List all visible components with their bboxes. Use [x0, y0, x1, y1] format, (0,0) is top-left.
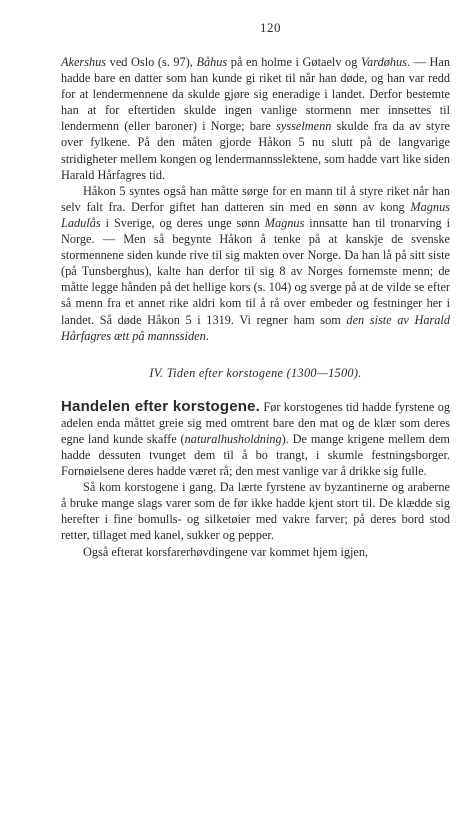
body-paragraph: [61, 54, 450, 183]
text-run: i Sverige, og deres unge sønn: [100, 215, 265, 230]
text-run: Håkon 5 syntes også han måtte sørge for en mann til å styre riket når han selv falt fra. Derfor giftet han datteren sin med en sønn av kong: [61, 183, 450, 214]
body-paragraph: [61, 183, 450, 344]
text-run: .: [205, 328, 209, 343]
text-run: ). De mange krigene mellem dem hadde dessuten tvunget dem til å bo trangt, i skumle festningsborger. Fornøielsene deres hadde været rå; den mest vanlige var å drikke sig fulle.: [61, 431, 450, 479]
emphasized-text: Båhus: [196, 55, 228, 69]
emphasized-text: Magnus: [264, 215, 305, 230]
emphasized-text: Vardøhus: [360, 55, 407, 69]
text-block-1: [61, 54, 450, 344]
subsection-heading: Handelen efter korstogene.: [61, 397, 261, 415]
text-run: ved Oslo (s. 97),: [106, 55, 197, 69]
section-paragraph: [61, 479, 450, 543]
section-paragraph: [61, 544, 450, 560]
emphasized-text: Magnus Ladulås: [61, 199, 450, 230]
text-run: Også efterat korsfarerhøvdingene var kommet hjem igjen,: [83, 544, 369, 559]
emphasized-text: den siste av Harald Hårfagres ætt på mannssiden: [61, 312, 450, 343]
text-run: innsatte han til tronarving i Norge. — Men så begynte Håkon å tenke på at kanskje de svenske stormennene siden kunde rive til sig makten over Norge. Da han lå på sitt siste (på Tunsberghus), kalte han derfor til sig 8 av Norges fornemste menn; de måtte legge hånden på det hellige kors (s. 104) og sverge på at de vilde se efter så menn fra et annet rike aldri kom til å rå over embeder og festninger her i landet. Så døde Håkon 5 i 1319. Vi regner ham som: [61, 215, 451, 327]
emphasized-text: naturalhusholdning: [184, 431, 282, 446]
text-run: Så kom korstogene i gang. Da lærte fyrstene av byzantinerne og araberne å bruke mange slags varer som de før ikke hadde kjent stort til. De klædde sig herefter i fine bomulls- og silketøier med vakre farver; på deres bord stod retter, tillaget med kanel, sukker og pepper.: [61, 480, 450, 543]
section-title: IV. Tiden efter korstogene (1300—1500).: [149, 365, 362, 380]
text-run: . — Han hadde bare en datter som han kunde gi riket til når han døde, og han var redd for at lendermennene da skulde gjøre sig eneradige i landet. Derfor bestemte han at for eftertiden skulde ingen vanlige stormenn mer innsettes til lendermenn (eller baroner) i Norge; bare: [61, 55, 451, 134]
page-number: 120: [260, 20, 281, 35]
emphasized-text: sysselmenn: [276, 119, 332, 134]
text-run: på en holme i Gøtaelv og: [227, 55, 361, 69]
section-paragraph: [61, 399, 450, 479]
text-run: Før korstogenes tid hadde fyrstene og adelen enda måttet greie sig med omtrent bare den mat og de klær som deres egne land kunde skaffe (: [61, 399, 450, 446]
text-run: skulde fra da av styre over fylkene. På den måten gjorde Håkon 5 nu slutt på de langvarige stridigheter mellem kongen og lendermannsslektene, som hadde vart like siden Harald Hårfagres tid.: [61, 119, 450, 182]
text-block-2: [61, 399, 450, 560]
emphasized-text: Akershus: [61, 55, 107, 69]
